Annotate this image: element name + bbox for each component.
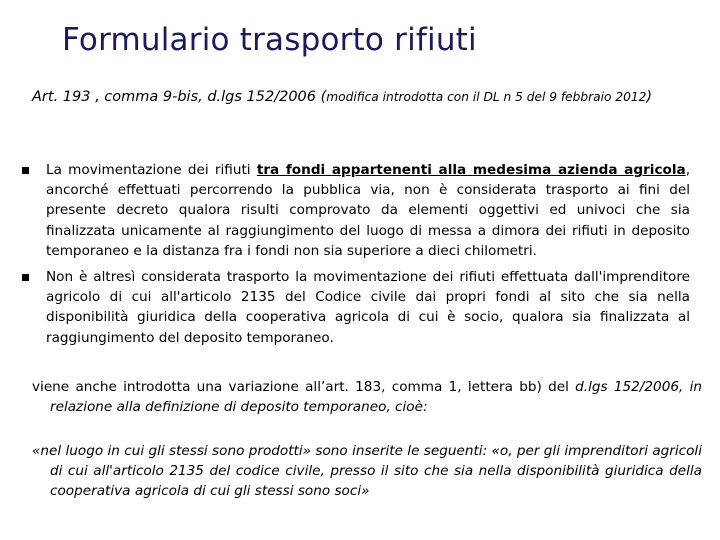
paragraph-modification [32, 377, 702, 417]
bullet-2-text: Non è altresì considerata trasporto la movimentazione dei rifiuti effettuata dall'imprenditore agricolo di cui all'articolo 2135 del Codice civile dai propri fondi al sito che sia nella disponibilità giuridica della cooperativa agricola di cui è socio, qualora sia finalizzata al raggiungimento del deposito temporaneo. [46, 269, 690, 346]
subtitle-main: Art. 193 , comma 9-bis, d.lgs 152/2006 ( [32, 89, 327, 105]
bullet-list [22, 160, 690, 354]
subtitle-reference [32, 89, 702, 105]
bullet-square-icon [22, 274, 29, 281]
bullet-1-pre: La movimentazione dei rifiuti [46, 162, 257, 178]
paragraph-1-pre: viene anche introdotta una variazione all’art. 183, comma 1, lettera bb) del [32, 379, 576, 395]
list-item [22, 160, 690, 261]
bullet-1-post: , ancorché effettuati percorrendo la pubblica via, non è considerata trasporto ai fini del presente decreto qualora risulti comprovato da elementi oggettivi ed univoci che sia finalizzata unicamente al raggiungimento del luogo di messa a dimora dei rifiuti in deposito temporaneo e la distanza fra i fondi non sia superiore a dieci chilometri. [46, 162, 691, 259]
subtitle-close: ) [646, 89, 653, 105]
page-title: Formulario trasporto rifiuti [62, 22, 477, 58]
list-item [22, 267, 690, 348]
paragraph-1-italic: d.lgs 152/2006, in relazione alla definizione di deposito temporaneo, cioè: [50, 379, 702, 415]
bullet-1-emphasis: tra fondi appartenenti alla medesima azienda agricola [256, 162, 686, 178]
paragraph-quote: «nel luogo in cui gli stessi sono prodotti» sono inserite le seguenti: «o, per gli imprenditori agricoli di cui all'articolo 2135 del codice civile, presso il sito che sia nella disponibilità giuridica della cooperativa agricola di cui gli stessi sono soci» [32, 443, 702, 499]
subtitle-note: modifica introdotta con il DL n 5 del 9 febbraio 2012 [326, 90, 647, 104]
bullet-square-icon [22, 167, 29, 174]
